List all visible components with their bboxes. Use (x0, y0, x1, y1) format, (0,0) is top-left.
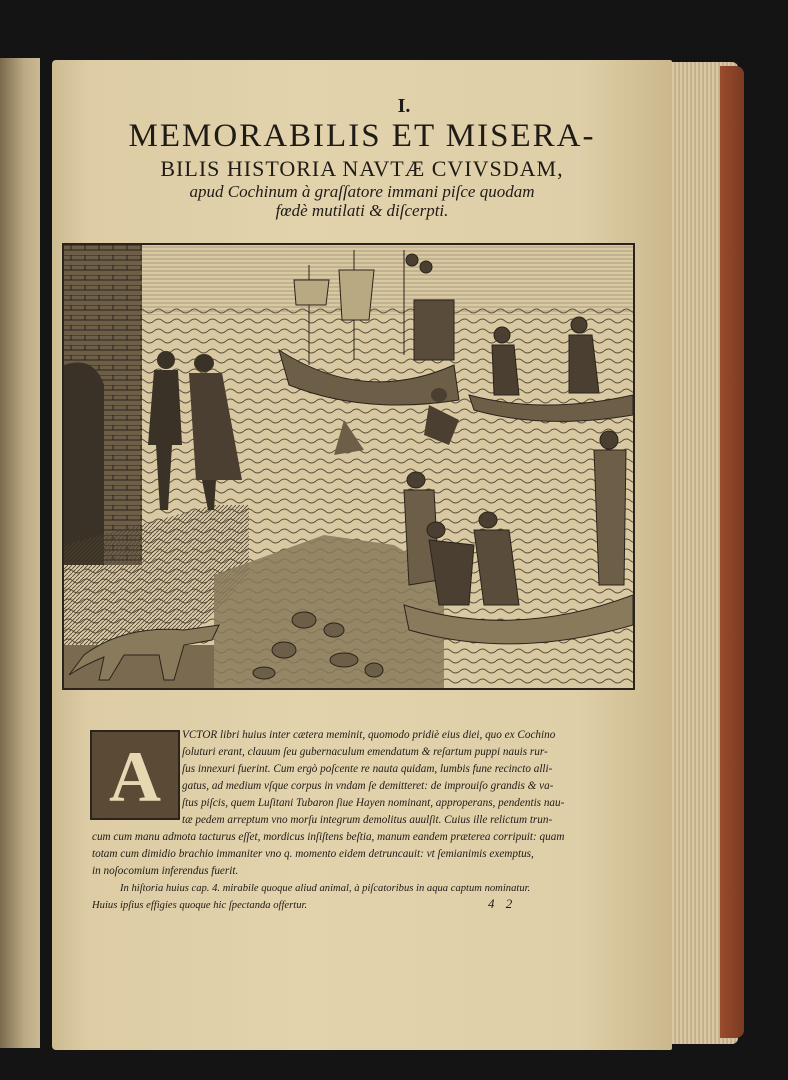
book-cover-edge (720, 66, 744, 1038)
page-number: 4 2 (488, 896, 517, 911)
title-line-3: apud Cochinum à graſſatore immani piſce quodam (189, 182, 535, 201)
title-line-4: fœdè mutilati & diſcerpti. (275, 201, 449, 220)
body-line-7: cum cum manu admota tacturus eſſet, mordicus inſiſtens beſtia, manum eandem præterea corripuit: quam (92, 831, 565, 843)
initial-letter: A (109, 737, 161, 817)
facing-page-edge (0, 58, 40, 1048)
title-line-1: MEMORABILIS ET MISERA- (128, 118, 596, 154)
decorated-initial (90, 730, 180, 820)
body-line-8: totam cum dimidio brachio immaniter vno q. momento eidem detruncauit: vt ſemianimis exemptus, (92, 848, 534, 860)
chapter-numeral: I. (397, 95, 411, 117)
body-line-2: ſoluturi erant, clauum ſeu gubernaculum emendatum & reſartum puppi nauis rur- (182, 746, 548, 758)
title-line-2: BILIS HISTORIA NAVTÆ CVIVSDAM, (160, 156, 564, 181)
body-line-10: In hiſtoria huius cap. 4. mirabile quoque aliud animal, à piſcatoribus in aqua captum nominatur. (120, 883, 531, 894)
body-line-11: Huius ipſius effigies quoque hic ſpectanda offertur. (92, 900, 308, 911)
engraving-plate (62, 243, 635, 690)
body-line-6: tæ pedem arreptum vno morſu integrum demolitus auulſit. Cuius ille relictum trun- (182, 814, 553, 826)
engraving-illustration (64, 245, 633, 688)
body-line-9: in noſocomium inferendus fuerit. (92, 865, 239, 877)
body-line-5: ſtus piſcis, quem Luſitani Tubaron ſiue Hayen nominant, approperans, pendentis nau- (182, 797, 565, 809)
body-line-4: gatus, ad medium vſque corpus in vndam ſe demitteret: de improuiſo grandis & va- (182, 780, 554, 792)
body-line-1: VCTOR libri huius inter cætera meminit, quomodo pridiè eius diei, quo ex Cochino (182, 729, 556, 741)
body-line-3: ſus innexuri fuerint. Cum ergò poſcente re nauta quidam, lumbis fune recincto alli- (182, 763, 553, 775)
